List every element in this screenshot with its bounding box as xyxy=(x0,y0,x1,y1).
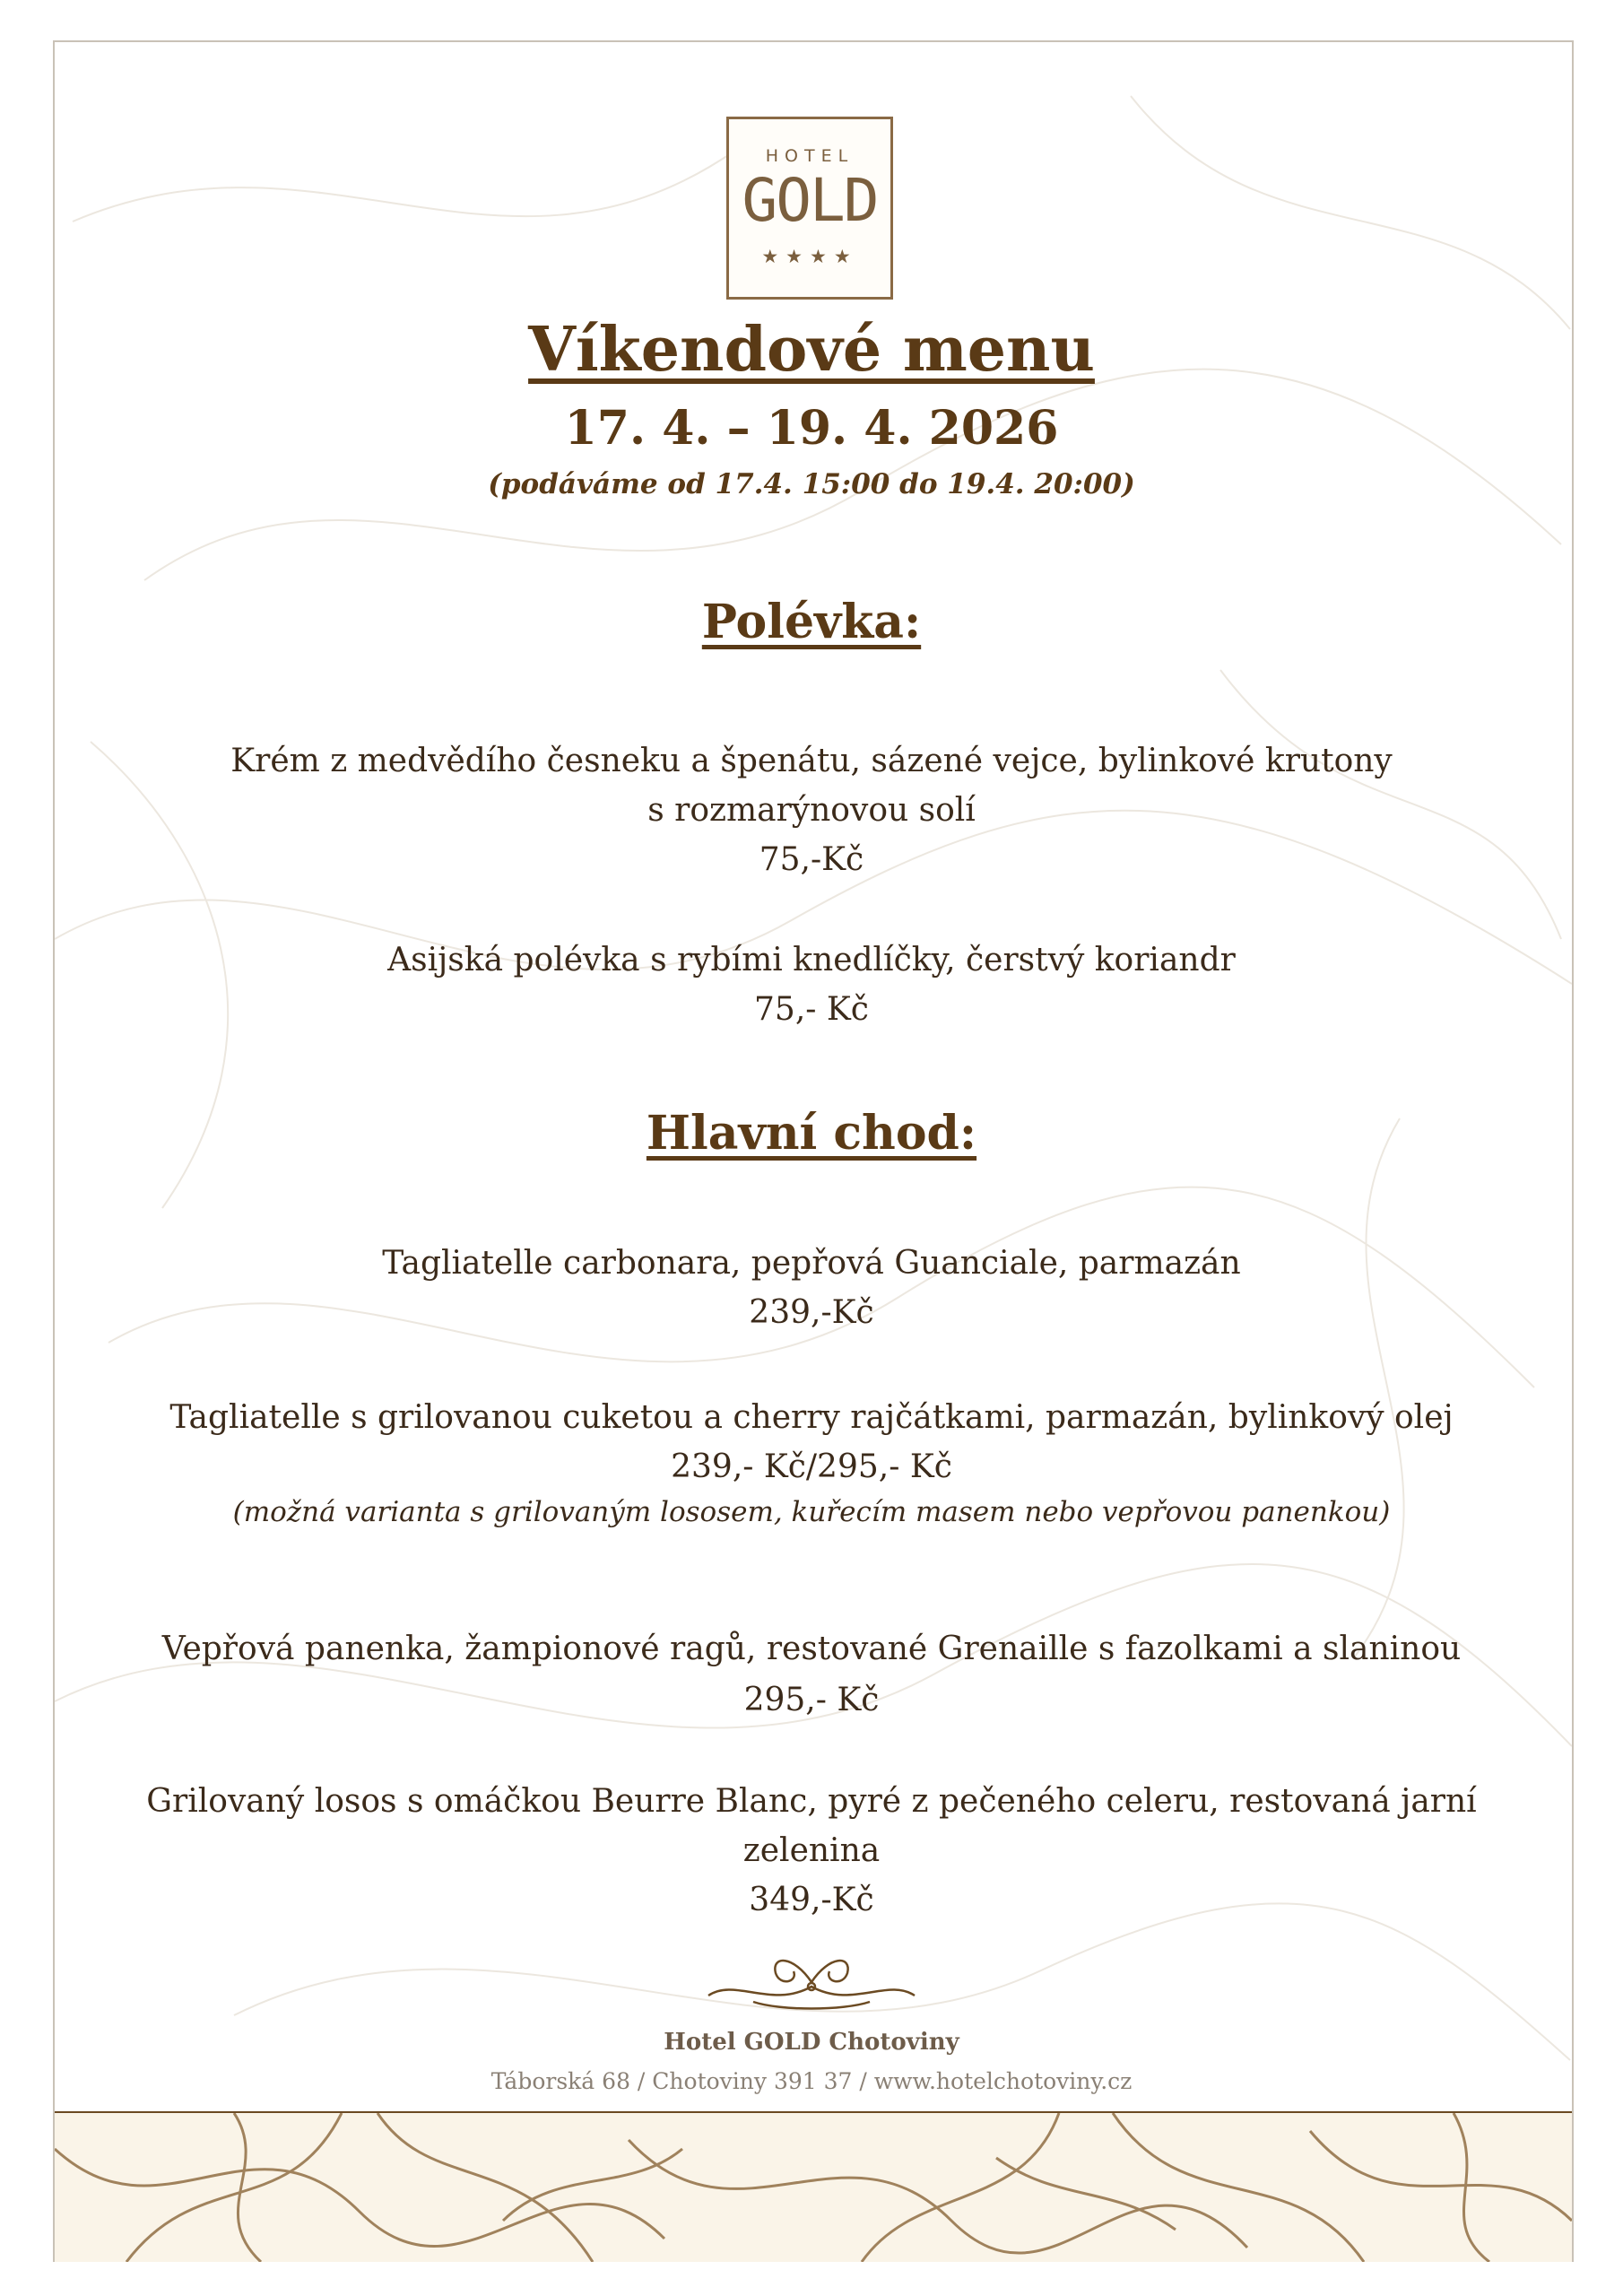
soup-1-name-line2: s rozmarýnovou solí xyxy=(647,792,976,829)
main-2-price: 239,- Kč/295,- Kč xyxy=(671,1448,952,1485)
logo-gold-text: GOLD xyxy=(742,166,878,235)
footer-hotel-name: Hotel GOLD Chotoviny xyxy=(664,2029,959,2056)
main-2-note: (možná varianta s grilovaným lososem, kuřecím masem nebo vepřovou panenkou) xyxy=(232,1496,1391,1528)
soup-2-price: 75,- Kč xyxy=(754,991,869,1028)
serving-hours: (podáváme od 17.4. 15:00 do 19.4. 20:00) xyxy=(488,468,1135,500)
soup-heading: Polévka: xyxy=(701,595,922,649)
soup-2-name: Asijská polévka s rybími knedlíčky, čerstvý koriandr xyxy=(387,942,1236,978)
hotel-logo xyxy=(726,117,893,300)
mains-heading: Hlavní chod: xyxy=(646,1106,977,1161)
main-4-price: 349,-Kč xyxy=(749,1882,874,1918)
bottom-decorative-band xyxy=(55,2111,1572,2262)
main-2-name: Tagliatelle s grilovanou cuketou a cherry rajčátkami, parmazán, bylinkový olej xyxy=(169,1399,1454,1436)
footer-address: Táborská 68 / Chotoviny 391 37 / www.hotelchotoviny.cz xyxy=(490,2068,1133,2094)
logo-stars: ★★★★ xyxy=(761,246,858,267)
bottom-leaf-pattern xyxy=(55,2113,1572,2262)
main-4-name-line2: zelenina xyxy=(742,1832,881,1869)
main-1-name: Tagliatelle carbonara, pepřová Guanciale, parmazán xyxy=(382,1245,1241,1282)
main-4-name-line1: Grilovaný losos s omáčkou Beurre Blanc, pyré z pečeného celeru, restovaná jarní xyxy=(146,1783,1477,1820)
menu-title: Víkendové menu xyxy=(528,314,1095,386)
main-1-price: 239,-Kč xyxy=(749,1294,874,1331)
footer-flourish-ornament xyxy=(699,1946,924,2018)
main-3-name: Vepřová panenka, žampionové ragů, restované Grenaille s fazolkami a slaninou xyxy=(161,1631,1462,1667)
soup-1-name-line1: Krém z medvědího česneku a špenátu, sázené vejce, bylinkové krutony xyxy=(230,743,1393,779)
logo-hotel-text: HOTEL xyxy=(765,146,855,166)
soup-1-price: 75,-Kč xyxy=(759,841,864,878)
main-3-price: 295,- Kč xyxy=(743,1682,880,1718)
menu-dates: 17. 4. – 19. 4. 2026 xyxy=(564,401,1059,456)
